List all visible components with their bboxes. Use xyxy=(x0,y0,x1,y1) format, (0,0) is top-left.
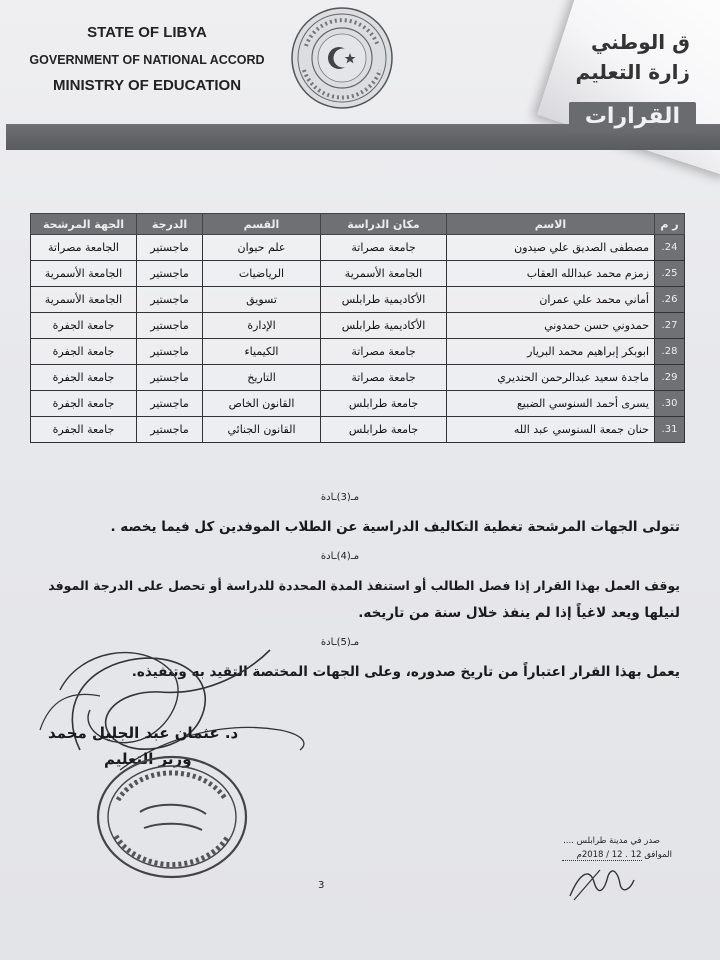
decisions-label: القرارات xyxy=(569,102,696,132)
study-place: جامعة طرابلس xyxy=(321,391,447,417)
issued-date-prefix: الموافق xyxy=(644,850,672,860)
study-place: جامعة مصراتة xyxy=(321,235,447,261)
study-place: جامعة مصراتة xyxy=(321,339,447,365)
nominating-entity: جامعة الجفرة xyxy=(31,417,137,443)
issued-place: صدر في مدينة طرابلس .... xyxy=(563,836,660,846)
student-name: ماجدة سعيد عبدالرحمن الحنديري xyxy=(447,365,655,391)
issued-date-value: 12 . 12 / 2018م xyxy=(562,850,642,861)
row-number: 31. xyxy=(655,417,685,443)
department: القانون الجنائي xyxy=(203,417,321,443)
nominating-entity: الجامعة الأسمرية xyxy=(31,261,137,287)
row-number: 28. xyxy=(655,339,685,365)
government-name: GOVERNMENT OF NATIONAL ACCORD xyxy=(29,53,265,67)
column-header-department: القسم xyxy=(203,214,321,235)
table-header-row xyxy=(31,214,685,235)
student-name: حمدوني حسن حمدوني xyxy=(447,313,655,339)
initials-signature xyxy=(560,862,640,904)
student-name: مصطفى الصديق علي صيدون xyxy=(447,235,655,261)
degree: ماجستير xyxy=(137,365,203,391)
student-name: حنان جمعة السنوسي عبد الله xyxy=(447,417,655,443)
row-number: 27. xyxy=(655,313,685,339)
article-5-title: مـ(5)ـادة xyxy=(320,637,360,648)
ministry-stamp xyxy=(94,752,250,882)
page-number: 3 xyxy=(318,880,325,891)
english-letterhead xyxy=(12,24,282,94)
nominating-entity: جامعة الجفرة xyxy=(31,391,137,417)
ministry-emblem-seal xyxy=(286,6,398,110)
nominating-entity: جامعة الجفرة xyxy=(31,339,137,365)
scholarship-table xyxy=(30,213,685,443)
column-header-degree: الدرجة xyxy=(137,214,203,235)
ministry-name: MINISTRY OF EDUCATION xyxy=(52,77,242,94)
table-row xyxy=(31,287,685,313)
study-place: الجامعة الأسمرية xyxy=(321,261,447,287)
nominating-entity: الجامعة الأسمرية xyxy=(31,287,137,313)
degree: ماجستير xyxy=(137,339,203,365)
table-row xyxy=(31,417,685,443)
department: التاريخ xyxy=(203,365,321,391)
table-row xyxy=(31,391,685,417)
table-row xyxy=(31,339,685,365)
degree: ماجستير xyxy=(137,391,203,417)
table-row xyxy=(31,235,685,261)
degree: ماجستير xyxy=(137,261,203,287)
minister-title: وزير التعليم xyxy=(104,750,192,768)
nominating-entity: جامعة الجفرة xyxy=(31,313,137,339)
row-number: 25. xyxy=(655,261,685,287)
study-place: جامعة طرابلس xyxy=(321,417,447,443)
arabic-letterhead xyxy=(460,30,690,84)
government-name-arabic: ق الوطني xyxy=(591,30,690,54)
study-place: جامعة مصراتة xyxy=(321,365,447,391)
minister-name: د. عثمان عبد الجليل محمد xyxy=(48,724,239,742)
state-name: STATE OF LIBYA xyxy=(87,24,207,41)
row-number: 29. xyxy=(655,365,685,391)
folded-corner xyxy=(537,0,720,176)
student-name: ابوبكر إبراهيم محمد البريار xyxy=(447,339,655,365)
student-name: يسرى أحمد السنوسي الضبيع xyxy=(447,391,655,417)
row-number: 26. xyxy=(655,287,685,313)
degree: ماجستير xyxy=(137,235,203,261)
column-header-name: الاسم xyxy=(447,214,655,235)
article-3-text: تتولى الجهات المرشحة تغطية التكاليف الدراسية عن الطلاب الموفدين كل فيما يخصه . xyxy=(110,519,680,535)
column-header-study-place: مكان الدراسة xyxy=(321,214,447,235)
department: الرياضيات xyxy=(203,261,321,287)
department: القانون الخاص xyxy=(203,391,321,417)
row-number: 30. xyxy=(655,391,685,417)
article-3-title: مـ(3)ـادة xyxy=(320,492,360,503)
article-4-text-line1: يوقف العمل بهذا القرار إذا فصل الطالب أو استنفذ المدة المحددة للدراسة أو تحصل على الدرجة الموفد xyxy=(48,578,680,593)
nominating-entity: جامعة الجفرة xyxy=(31,365,137,391)
degree: ماجستير xyxy=(137,313,203,339)
article-5-text: يعمل بهذا القرار اعتباراً من تاريخ صدوره، وعلى الجهات المختصة التقيد به وتنفيذه. xyxy=(131,664,680,680)
study-place: الأكاديمية طرابلس xyxy=(321,287,447,313)
table-row xyxy=(31,313,685,339)
student-name: زمزم محمد عبدالله العقاب xyxy=(447,261,655,287)
degree: ماجستير xyxy=(137,417,203,443)
department: تسويق xyxy=(203,287,321,313)
study-place: الأكاديمية طرابلس xyxy=(321,313,447,339)
department: علم حيوان xyxy=(203,235,321,261)
department: الإدارة xyxy=(203,313,321,339)
department: الكيمياء xyxy=(203,339,321,365)
table-row xyxy=(31,365,685,391)
article-4-title: مـ(4)ـادة xyxy=(320,551,360,562)
row-number: 24. xyxy=(655,235,685,261)
table-row xyxy=(31,261,685,287)
article-4-text-line2: لنيلها ويعد لاغياً إذا لم ينفذ خلال سنة من تاريخه. xyxy=(358,605,680,621)
ministry-name-arabic: زارة التعليم xyxy=(575,60,690,84)
degree: ماجستير xyxy=(137,287,203,313)
column-header-number: ر م xyxy=(655,214,685,235)
issued-date xyxy=(512,850,672,861)
student-name: أماني محمد علي عمران xyxy=(447,287,655,313)
column-header-nominating-entity: الجهة المرشحة xyxy=(31,214,137,235)
nominating-entity: الجامعة مصراتة xyxy=(31,235,137,261)
